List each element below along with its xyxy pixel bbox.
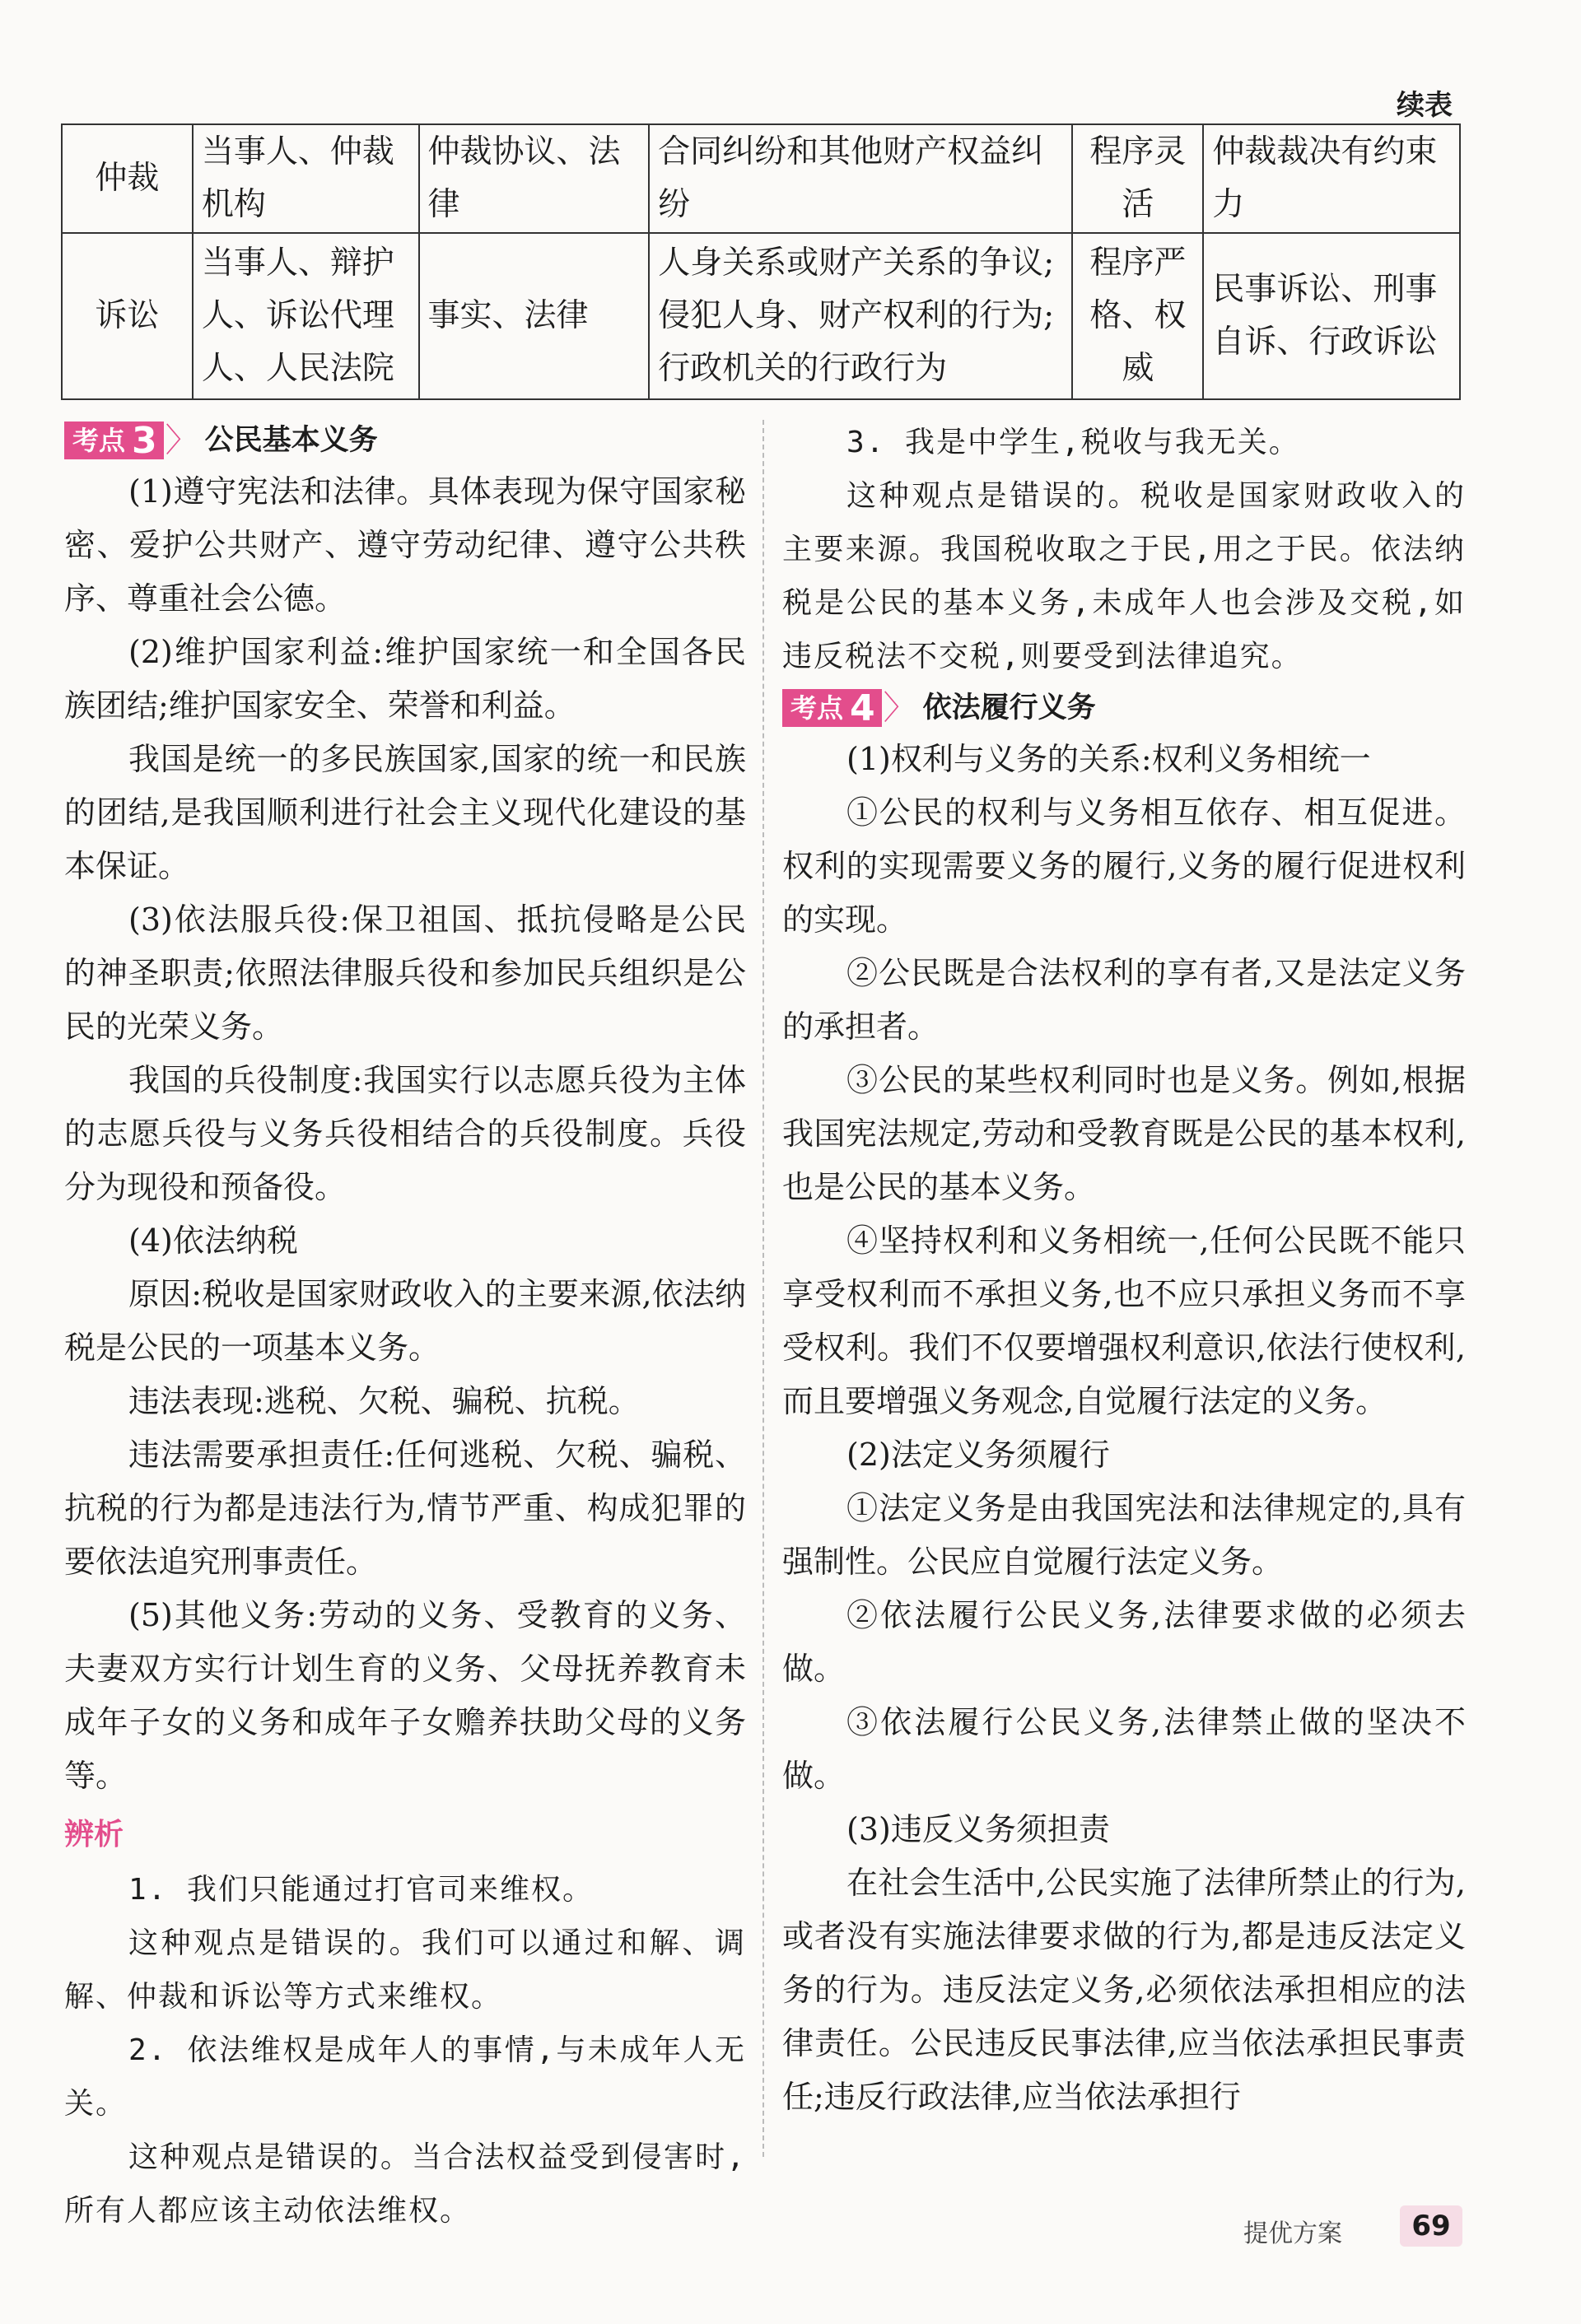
footer-book-title: 提优方案 (1243, 2219, 1342, 2248)
table-cell: 民事诉讼、刑事自诉、行政诉讼 (1203, 233, 1460, 399)
paragraph: 在社会生活中,公民实施了法律所禁止的行为,或者没有实施法律要求做的行为,都是违反法定义务的行为。违反法定义务,必须依法承担相应的法律责任。公民违反民事法律,应当依法承担民事责任;违反行政法律,应当依法承担行 (782, 1865, 1466, 2115)
right-column (782, 416, 1466, 2124)
left-column (64, 416, 746, 2238)
kaodian-badge: 考点 3 (64, 421, 164, 459)
paragraph: ④坚持权利和义务相统一,任何公民既不能只享受权利而不承担义务,也不应只承担义务而不享受权利。我们不仅要增强权利意识,依法行使权利,而且要增强义务观念,自觉履行法定的义务。 (782, 1223, 1466, 1419)
paragraph: (2)法定义务须履行 (846, 1437, 1110, 1473)
analysis-item: 1. 我们只能通过打官司来维权。 (128, 1873, 595, 1907)
dispute-resolution-table (61, 123, 1461, 400)
table-cell: 仲裁裁决有约束力 (1203, 124, 1460, 233)
paragraph: ③依法履行公民义务,法律禁止做的坚决不做。 (782, 1704, 1466, 1794)
table-cell: 人身关系或财产关系的争议;侵犯人身、财产权利的行为;行政机关的行政行为 (649, 233, 1072, 399)
analysis-item: 2. 依法维权是成年人的事情,与未成年人无关。 (64, 2033, 746, 2121)
paragraph: (1)遵守宪法和法律。具体表现为保守国家秘密、爱护公共财产、遵守劳动纪律、遵守公共秩序、尊重社会公德。 (64, 473, 746, 617)
paragraph: ①法定义务是由我国宪法和法律规定的,具有强制性。公民应自觉履行法定义务。 (782, 1490, 1466, 1580)
chevron-right-icon: 〉 (165, 421, 198, 459)
analysis-item: 这种观点是错误的。税收是国家财政收入的主要来源。我国税收取之于民,用之于民。依法纳税是公民的基本义务,未成年人也会涉及交税,如违反税法不交税,则要受到法律追究。 (782, 479, 1466, 673)
section-heading-4 (782, 683, 1466, 733)
table-row (62, 124, 1460, 233)
analysis-item: 这种观点是错误的。当合法权益受到侵害时,所有人都应该主动依法维权。 (64, 2140, 746, 2228)
section-title: 公民基本义务 (204, 423, 378, 457)
section-heading-3 (64, 416, 746, 465)
paragraph: ②公民既是合法权利的享有者,又是法定义务的承担者。 (782, 955, 1466, 1045)
table-cell: 事实、法律 (419, 233, 650, 399)
analysis-item: 3. 我是中学生,税收与我无关。 (846, 426, 1300, 459)
table-cell: 诉讼 (62, 233, 193, 399)
paragraph: (2)维护国家利益:维护国家统一和全国各民族团结;维护国家安全、荣誉和利益。 (64, 634, 746, 724)
table-cell: 合同纠纷和其他财产权益纠纷 (649, 124, 1072, 233)
kaodian-badge: 考点 4 (782, 689, 882, 727)
column-divider (763, 420, 764, 2157)
analysis-item: 这种观点是错误的。我们可以通过和解、调解、仲裁和诉讼等方式来维权。 (64, 1926, 746, 2014)
paragraph: ③公民的某些权利同时也是义务。例如,根据我国宪法规定,劳动和受教育既是公民的基本权利,也是公民的基本义务。 (782, 1062, 1466, 1205)
paragraph: (4)依法纳税 (128, 1223, 298, 1259)
paragraph: 违法需要承担责任:任何逃税、欠税、骗税、抗税的行为都是违法行为,情节严重、构成犯罪的要依法追究刑事责任。 (64, 1437, 746, 1580)
paragraph: ①公民的权利与义务相互依存、相互促进。权利的实现需要义务的履行,义务的履行促进权利的实现。 (782, 794, 1466, 938)
table-cell: 当事人、仲裁机构 (193, 124, 419, 233)
table-cell: 程序灵活 (1072, 124, 1203, 233)
paragraph: (1)权利与义务的关系:权利义务相统一 (846, 741, 1371, 777)
table-cell: 仲裁协议、法律 (419, 124, 650, 233)
paragraph: 我国是统一的多民族国家,国家的统一和民族的团结,是我国顺利进行社会主义现代化建设的基本保证。 (64, 741, 746, 884)
chevron-right-icon: 〉 (883, 688, 916, 727)
paragraph: (5)其他义务:劳动的义务、受教育的义务、夫妻双方实行计划生育的义务、父母抚养教育未成年子女的义务和成年子女赡养扶助父母的义务等。 (64, 1597, 746, 1794)
analysis-label: 辨析 (64, 1818, 124, 1851)
paragraph: 我国的兵役制度:我国实行以志愿兵役为主体的志愿兵役与义务兵役相结合的兵役制度。兵役分为现役和预备役。 (64, 1062, 746, 1205)
table-row (62, 233, 1460, 399)
table-cell: 仲裁 (62, 124, 193, 233)
table-cell: 程序严格、权威 (1072, 233, 1203, 399)
paragraph: (3)依法服兵役:保卫祖国、抵抗侵略是公民的神圣职责;依照法律服兵役和参加民兵组织是公民的光荣义务。 (64, 901, 746, 1045)
paragraph: ②依法履行公民义务,法律要求做的必须去做。 (782, 1597, 1466, 1687)
section-title: 依法履行义务 (922, 691, 1096, 724)
paragraph: 原因:税收是国家财政收入的主要来源,依法纳税是公民的一项基本义务。 (64, 1276, 746, 1366)
paragraph: 违法表现:逃税、欠税、骗税、抗税。 (128, 1383, 640, 1419)
continued-table-label: 续表 (1397, 89, 1453, 122)
page-number: 69 (1400, 2205, 1462, 2247)
table-cell: 当事人、辩护人、诉讼代理人、人民法院 (193, 233, 419, 399)
paragraph: (3)违反义务须担责 (846, 1811, 1110, 1847)
